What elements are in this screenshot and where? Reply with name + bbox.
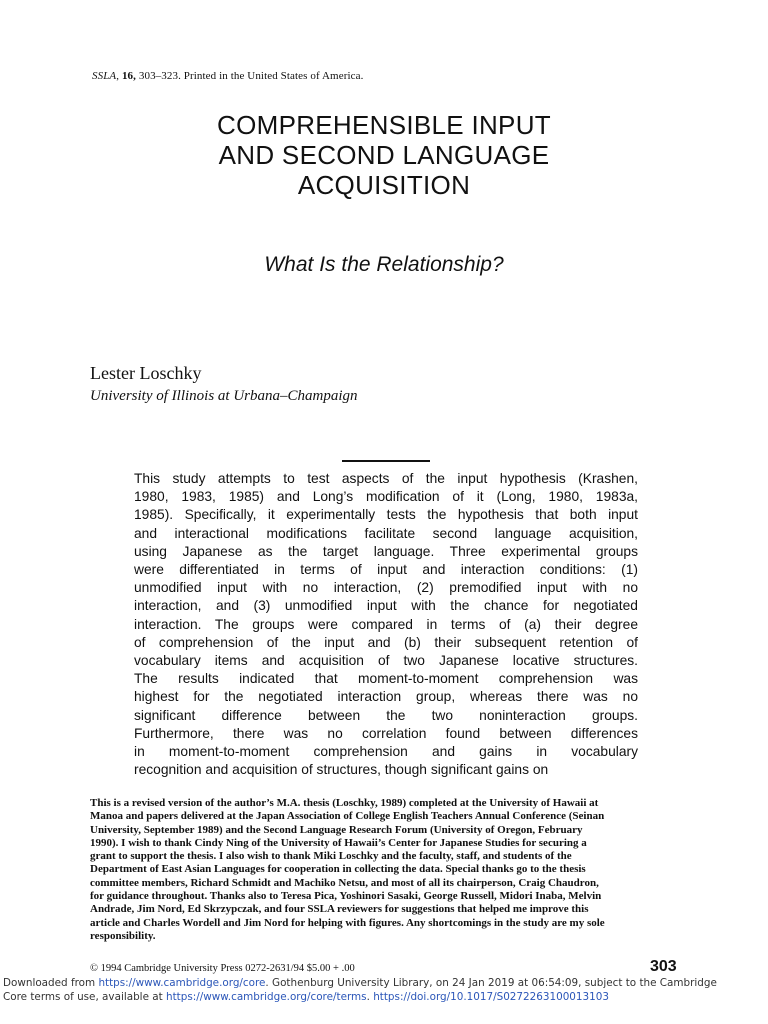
download-text: Downloaded from bbox=[3, 977, 99, 989]
download-text: . bbox=[366, 991, 374, 1003]
cambridge-core-link[interactable]: https://www.cambridge.org/core bbox=[98, 977, 266, 989]
footnote-line: for guidance throughout. Thanks also to Teresa Pica, Yoshinori Sasaki, George Russell, Midori Inaba, Melvin bbox=[90, 890, 602, 903]
acknowledgement-footnote bbox=[90, 797, 714, 943]
abstract-line: The results indicated that moment-to-moment comprehension was bbox=[134, 671, 638, 687]
abstract-line: using Japanese as the target language. Three experimental groups bbox=[134, 543, 638, 559]
download-text: . Gothenburg University Library, on 24 Jan 2019 at 06:54:09, subject to the Cambridge bbox=[265, 977, 717, 989]
article-title bbox=[84, 110, 684, 200]
section-divider bbox=[342, 460, 430, 462]
abstract-line: were differentiated in terms of input and interaction conditions: (1) bbox=[134, 562, 638, 578]
title-line: ACQUISITION bbox=[297, 170, 471, 200]
page-number: 303 bbox=[650, 958, 677, 975]
abstract-line: 1980, 1983, 1985) and Long’s modification of it (Long, 1980, 1983a, bbox=[134, 489, 638, 505]
author-affiliation: University of Illinois at Urbana–Champaign bbox=[90, 388, 358, 404]
abstract-line: in moment-to-moment comprehension and gains in vocabulary bbox=[134, 744, 638, 760]
abstract-line: of comprehension of the input and (b) their subsequent retention of bbox=[134, 634, 638, 650]
abstract-line: unmodified input with no interaction, (2) premodified input with no bbox=[134, 580, 638, 596]
abstract-line: highest for the negotiated interaction group, whereas there was no bbox=[134, 689, 638, 705]
abstract-line: vocabulary items and acquisition of two Japanese locative structures. bbox=[134, 653, 638, 669]
title-line: AND SECOND LANGUAGE bbox=[218, 140, 550, 170]
author-name: Lester Loschky bbox=[90, 363, 202, 383]
footnote-line: committee members, Richard Schmidt and Machiko Netsu, and most of all its chairperson, Craig Chaudron, bbox=[90, 876, 599, 889]
abstract-line: interaction, and (3) unmodified input with the chance for negotiated bbox=[134, 598, 638, 614]
terms-link[interactable]: https://www.cambridge.org/core/terms bbox=[166, 991, 367, 1003]
download-notice bbox=[0, 976, 768, 1004]
abstract bbox=[134, 470, 638, 779]
copyright-notice: © 1994 Cambridge University Press 0272-2631/94 $5.00 + .00 bbox=[90, 963, 355, 974]
footnote-line: responsibility. bbox=[90, 929, 156, 942]
abstract-line: interaction. The groups were compared in terms of (a) their degree bbox=[134, 616, 638, 632]
abstract-line: 1985). Specifically, it experimentally tests the hypothesis that both input bbox=[134, 507, 638, 523]
journal-pages: 303–323. Printed in the United States of America. bbox=[136, 70, 364, 82]
footnote-line: Department of East Asian Languages for cooperation in collecting the data. Special thanks go to the thesis bbox=[90, 863, 586, 876]
abstract-line: and interactional modifications facilitate second language acquisition, bbox=[134, 525, 638, 541]
footnote-line: University, September 1989) and the Second Language Research Forum (University of Oregon, February bbox=[90, 823, 583, 836]
abstract-line: Furthermore, there was no correlation found between differences bbox=[134, 725, 638, 741]
footnote-line: grant to support the thesis. I also wish to thank Miki Loschky and the faculty, staff, and students of the bbox=[90, 850, 572, 863]
footnote-line: Andrade, Jim Nord, Ed Skrzypczak, and four SSLA reviewers for suggestions that helped me improve this bbox=[90, 903, 589, 916]
doi-link[interactable]: https://doi.org/10.1017/S0272263100013103 bbox=[373, 991, 609, 1003]
footnote-line: This is a revised version of the author’s M.A. thesis (Loschky, 1989) completed at the University of Hawaii at bbox=[90, 797, 599, 809]
title-line: COMPREHENSIBLE INPUT bbox=[217, 110, 551, 140]
download-text: Core terms of use, available at bbox=[3, 991, 167, 1003]
journal-volume: 16, bbox=[121, 70, 137, 82]
abstract-line: This study attempts to test aspects of the input hypothesis (Krashen, bbox=[134, 471, 638, 486]
journal-citation: SSLA, 16, 303–323. Printed in the United States of America. bbox=[92, 70, 364, 82]
footnote-line: Manoa and papers delivered at the Japan Association of College English Teachers Annual Conference (Seinan bbox=[90, 810, 605, 823]
footnote-line: article and Charles Wordell and Jim Nord for helping with figures. Any shortcomings in the study are my sole bbox=[90, 916, 605, 929]
download-line bbox=[0, 976, 768, 990]
footnote-line: 1990). I wish to thank Cindy Ning of the University of Hawaii’s Center for Japanese Studies for securing a bbox=[90, 836, 587, 849]
journal-abbrev: SSLA bbox=[92, 70, 117, 82]
abstract-line: recognition and acquisition of structures, though significant gains on bbox=[134, 762, 549, 778]
download-line bbox=[0, 990, 768, 1004]
abstract-line: significant difference between the two noninteraction groups. bbox=[134, 707, 638, 723]
article-subtitle: What Is the Relationship? bbox=[264, 253, 504, 276]
